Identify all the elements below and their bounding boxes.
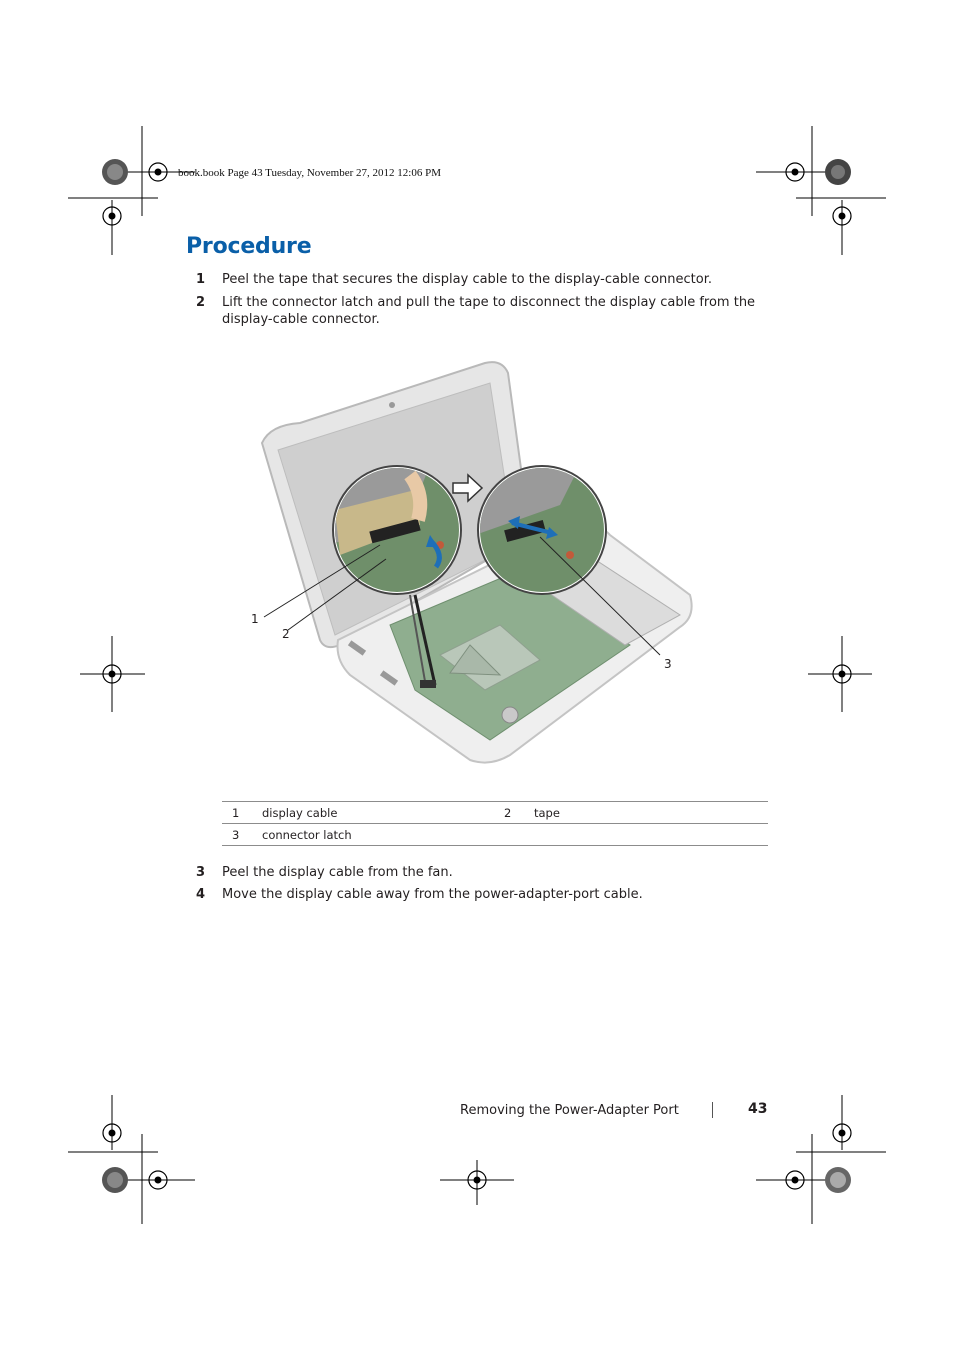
step-text: Move the display cable away from the power-adapter-port cable. bbox=[222, 887, 643, 902]
footer-divider bbox=[712, 1102, 713, 1118]
step-text: Peel the display cable from the fan. bbox=[222, 865, 453, 880]
legend-label bbox=[534, 824, 768, 846]
step-number: 2 bbox=[196, 295, 206, 310]
table-row bbox=[222, 824, 768, 846]
step-text: Peel the tape that secures the display cable to the display-cable connector. bbox=[222, 272, 712, 287]
legend-number bbox=[494, 824, 534, 846]
step-4 bbox=[196, 886, 776, 904]
step-3 bbox=[196, 864, 776, 882]
step-number: 1 bbox=[196, 272, 206, 287]
print-header: book.book Page 43 Tuesday, November 27, 2012 12:06 PM bbox=[178, 167, 441, 179]
callout-2: 2 bbox=[282, 627, 290, 641]
step-number: 3 bbox=[196, 865, 206, 880]
callout-1: 1 bbox=[251, 612, 259, 626]
legend-number: 3 bbox=[222, 824, 262, 846]
legend-number: 1 bbox=[222, 802, 262, 824]
page-number: 43 bbox=[748, 1101, 768, 1117]
legend-number: 2 bbox=[494, 802, 534, 824]
step-text: Lift the connector latch and pull the tape to disconnect the display cable from the display-cable connector. bbox=[222, 295, 756, 327]
step-2 bbox=[196, 294, 776, 330]
step-number: 4 bbox=[196, 887, 206, 902]
step-1 bbox=[196, 271, 776, 289]
section-heading: Procedure bbox=[186, 234, 312, 259]
table-row bbox=[222, 802, 768, 824]
laptop-display-cable-image bbox=[240, 355, 710, 775]
callout-legend-table bbox=[222, 801, 768, 846]
laptop-illustration bbox=[240, 355, 710, 775]
callout-3: 3 bbox=[664, 657, 672, 671]
footer-section-title: Removing the Power-Adapter Port bbox=[460, 1103, 679, 1118]
legend-label: tape bbox=[534, 802, 768, 824]
legend-label: display cable bbox=[262, 802, 494, 824]
legend-label: connector latch bbox=[262, 824, 494, 846]
